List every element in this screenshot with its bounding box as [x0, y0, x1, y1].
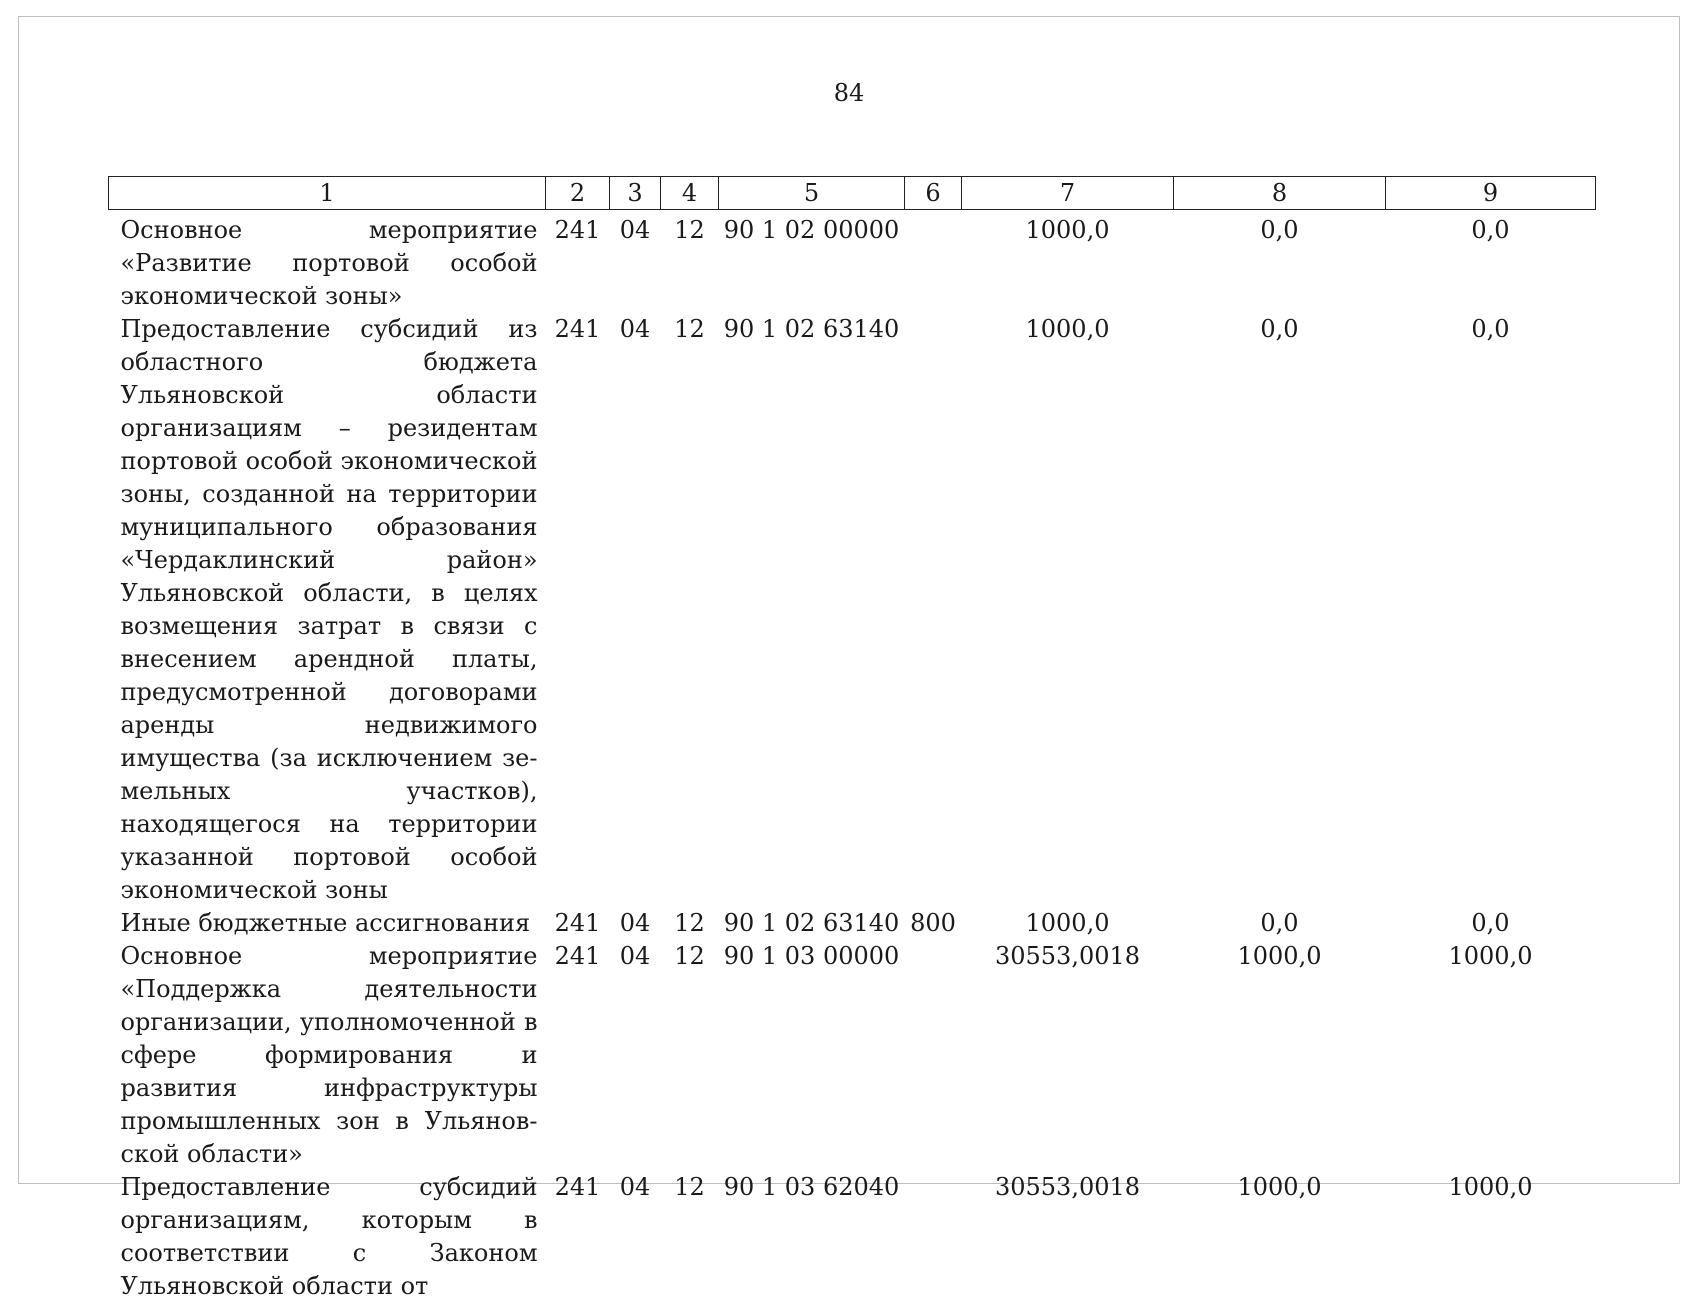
row-cell-6	[905, 210, 962, 314]
header-cell-4: 4	[661, 177, 719, 210]
header-row	[109, 177, 1596, 210]
row-cell-7: 30553,0018	[994, 1173, 1141, 1201]
row-cell-7: 1000,0	[1025, 909, 1110, 937]
row-name: Предоставление субсидий из областного бюджета Ульяновской области организациям – резидентам портовой особой экономической зоны, созданной на территории муниципального образования «Чердаклинский район» Ульяновской области, в целях возмещения затрат в связи с внесением арендной платы, предусмотренной договорами аренды недвижимого имущества (за исключением земельных участков), находящегося на территории указанной портовой особой экономической зоны	[120, 315, 538, 904]
row-cell-4: 12	[674, 909, 705, 937]
header-cell-6: 6	[905, 177, 962, 210]
row-cell-7: 1000,0	[1025, 315, 1110, 343]
row-cell-9: 0,0	[1471, 216, 1510, 244]
row-cell-9: 1000,0	[1448, 942, 1533, 970]
row-cell-3: 04	[619, 216, 651, 244]
row-name: Предоставление субсидий организациям, которым в соответствии с Законом Ульяновской области от	[120, 1173, 538, 1300]
table-row	[109, 313, 1596, 907]
row-cell-9: 0,0	[1471, 315, 1510, 343]
row-cell-5: 90 1 02 63140	[723, 315, 900, 343]
row-cell-8: 1000,0	[1237, 942, 1322, 970]
row-cell-5: 90 1 02 00000	[723, 216, 900, 244]
header-cell-1: 1	[109, 177, 546, 210]
row-cell-2: 241	[554, 909, 601, 937]
row-cell-6	[905, 1171, 962, 1303]
row-cell-6	[905, 940, 962, 1171]
row-cell-2: 241	[554, 942, 601, 970]
row-cell-5: 90 1 02 63140	[723, 909, 900, 937]
row-cell-8: 0,0	[1260, 216, 1299, 244]
table-row	[109, 1171, 1596, 1303]
row-cell-3: 04	[619, 315, 651, 343]
row-cell-9: 0,0	[1471, 909, 1510, 937]
page-number: 84	[833, 79, 865, 107]
table-row	[109, 940, 1596, 1171]
row-cell-8: 0,0	[1260, 909, 1299, 937]
row-cell-2: 241	[554, 315, 601, 343]
row-cell-6: 800	[910, 909, 956, 937]
row-cell-2: 241	[554, 1173, 601, 1201]
row-cell-4: 12	[674, 216, 705, 244]
row-cell-5: 90 1 03 00000	[723, 942, 900, 970]
header-cell-5: 5	[719, 177, 905, 210]
row-cell-3: 04	[619, 1173, 651, 1201]
row-cell-5: 90 1 03 62040	[723, 1173, 900, 1201]
row-cell-4: 12	[674, 1173, 705, 1201]
row-cell-3: 04	[619, 942, 651, 970]
row-cell-9: 1000,0	[1448, 1173, 1533, 1201]
budget-table	[108, 176, 1596, 1303]
table-row	[109, 210, 1596, 314]
row-name: Основное мероприятие «Развитие портовой особой экономической зоны»	[120, 216, 538, 310]
header-cell-2: 2	[546, 177, 610, 210]
row-name: Основное мероприятие «Поддержка деятельности организации, уполномоченной в сфере формирования и развития инфраструктуры промышленных зон в Ульяновской области»	[120, 942, 538, 1168]
row-cell-7: 30553,0018	[994, 942, 1141, 970]
row-cell-2: 241	[554, 216, 601, 244]
row-cell-4: 12	[674, 315, 705, 343]
header-cell-3: 3	[610, 177, 661, 210]
table-row	[109, 907, 1596, 940]
header-cell-8: 8	[1174, 177, 1386, 210]
row-cell-7: 1000,0	[1025, 216, 1110, 244]
row-cell-4: 12	[674, 942, 705, 970]
row-name: Иные бюджетные ассигнования	[120, 909, 531, 937]
row-cell-6	[905, 313, 962, 907]
row-cell-8: 0,0	[1260, 315, 1299, 343]
row-cell-3: 04	[619, 909, 651, 937]
row-cell-8: 1000,0	[1237, 1173, 1322, 1201]
header-cell-9: 9	[1386, 177, 1596, 210]
header-cell-7: 7	[962, 177, 1174, 210]
